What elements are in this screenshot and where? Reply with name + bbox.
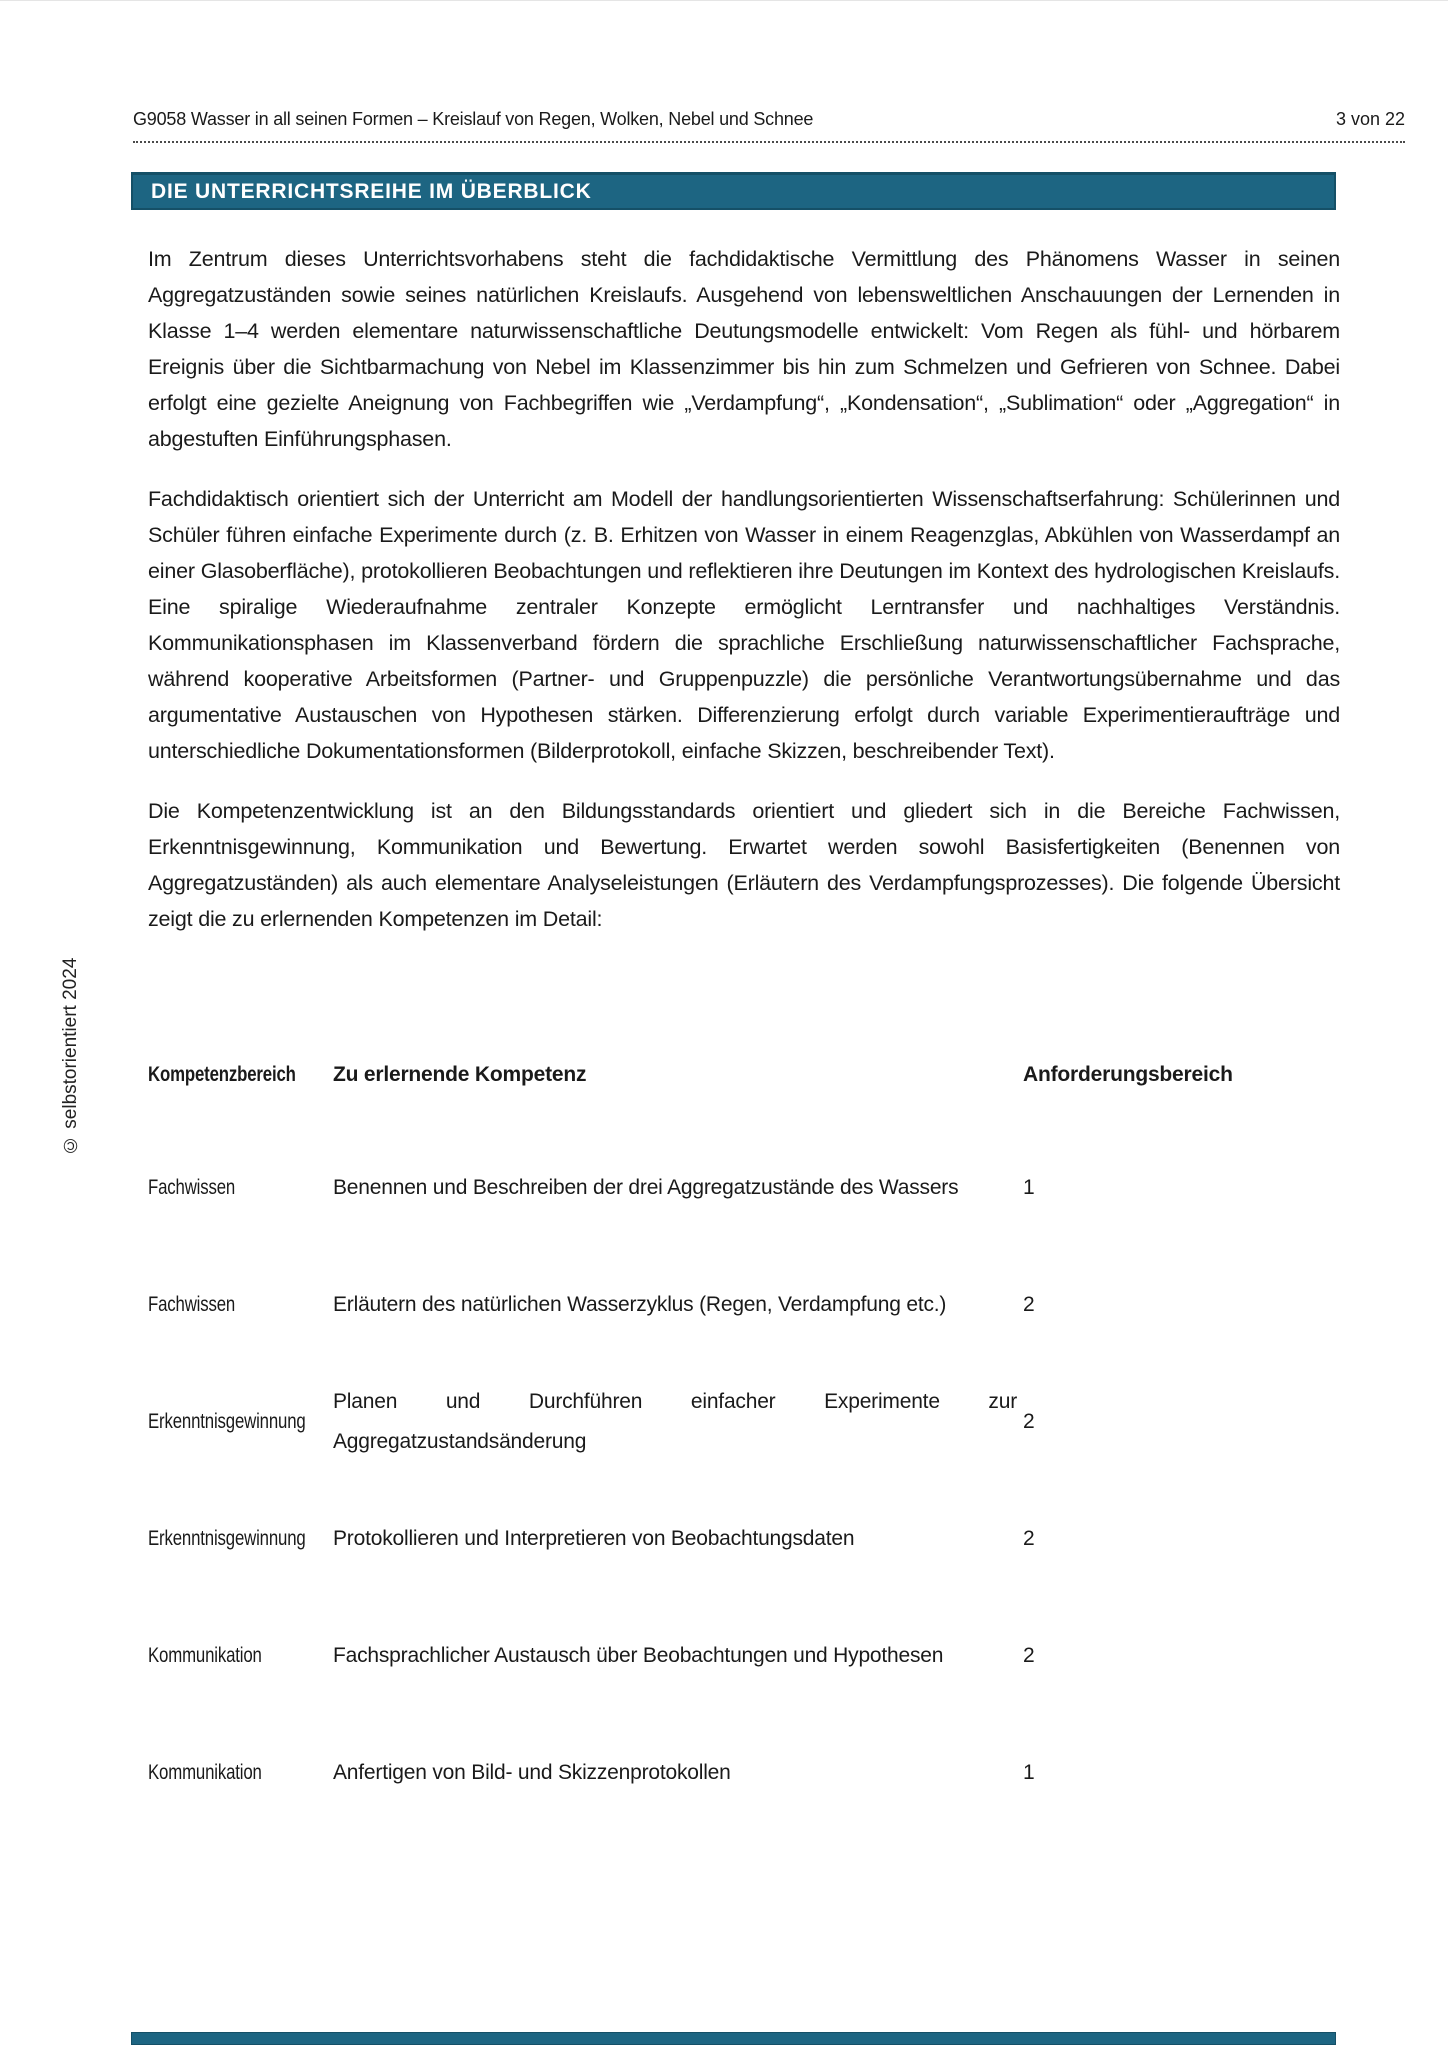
cell-anforderungsbereich: 2 bbox=[1023, 1409, 1035, 1433]
page-number: 3 von 22 bbox=[1335, 109, 1405, 129]
document-title: G9058 Wasser in all seinen Formen – Kreislauf von Regen, Wolken, Nebel und Schnee bbox=[133, 109, 814, 129]
cell-anforderungsbereich: 1 bbox=[1023, 1175, 1035, 1199]
body-text bbox=[148, 241, 1340, 961]
paragraph-intro: Im Zentrum dieses Unterrichtsvorhabens steht die fachdidaktische Vermittlung des Phänomens Wasser in seinen Aggregatzuständen sowie seines natürlichen Kreislaufs. Ausgehend von lebensweltlichen Anschauungen der Lernenden in Klasse 1–4 werden elementare naturwissenschaftliche Deutungsmodelle entwickelt: Vom Regen als fühl- und hörbarem Ereignis über die Sichtbarmachung von Nebel im Klassenzimmer bis hin zum Schmelzen und Gefrieren von Schnee. Dabei erfolgt eine gezielte Aneignung von Fachbegriffen wie „Verdampfung“, „Kondensation“, „Sublimation“ oder „Aggregation“ in abgestuften Einführungsphasen. bbox=[148, 247, 1340, 451]
cell-kompetenzbereich: Kommunikation bbox=[148, 1643, 262, 1667]
cell-anforderungsbereich: 2 bbox=[1023, 1526, 1035, 1550]
table-row bbox=[148, 1714, 1340, 1831]
table-row bbox=[148, 1129, 1340, 1246]
section-banner-title: DIE UNTERRICHTSREIHE IM ÜBERBLICK bbox=[151, 179, 592, 203]
cell-kompetenz: Erläutern des natürlichen Wasserzyklus (Regen, Verdampfung etc.) bbox=[333, 1292, 947, 1316]
section-banner bbox=[131, 172, 1336, 210]
table-header-anforderungsbereich: Anforderungsbereich bbox=[1023, 1063, 1233, 1086]
cell-kompetenz: Benennen und Beschreiben der drei Aggregatzustände des Wassers bbox=[333, 1175, 959, 1199]
paragraph-didactics: Fachdidaktisch orientiert sich der Unterricht am Modell der handlungsorientierten Wissenschaftserfahrung: Schülerinnen und Schüler führen einfache Experimente durch (z. B. Erhitzen von Wasser in einem Reagenzglas, Abkühlen von Wasserdampf an einer Glasoberfläche), protokollieren Beobachtungen und reflektieren ihre Deutungen im Kontext des hydrologischen Kreislaufs. Eine spiralige Wiederaufnahme zentraler Konzepte ermöglicht Lerntransfer und nachhaltiges Verständnis. Kommunikationsphasen im Klassenverband fördern die sprachliche Erschließung naturwissenschaftlicher Fachsprache, während kooperative Arbeitsformen (Partner- und Gruppenpuzzle) die persönliche Verantwortungsübernahme und das argumentative Austauschen von Hypothesen stärken. Differenzierung erfolgt durch variable Experimentieraufträge und unterschiedliche Dokumentationsformen (Bilderprotokoll, einfache Skizzen, beschreibender Text). bbox=[148, 487, 1340, 763]
footer-bar bbox=[131, 2032, 1336, 2045]
cell-kompetenzbereich: Kommunikation bbox=[148, 1760, 262, 1784]
cell-kompetenzbereich: Erkenntnisgewinnung bbox=[148, 1409, 306, 1433]
table-header-kompetenz: Zu erlernende Kompetenz bbox=[333, 1063, 587, 1086]
copyright-vertical-label: © selbstorientiert 2024 bbox=[60, 957, 81, 1155]
table-row bbox=[148, 1246, 1340, 1363]
cell-anforderungsbereich: 2 bbox=[1023, 1292, 1035, 1316]
table-row bbox=[148, 1480, 1340, 1597]
cell-anforderungsbereich: 1 bbox=[1023, 1760, 1035, 1784]
competence-table bbox=[148, 1063, 1340, 1831]
cell-kompetenz: Protokollieren und Interpretieren von Beobachtungsdaten bbox=[333, 1526, 855, 1550]
cell-kompetenzbereich: Erkenntnisgewinnung bbox=[148, 1526, 306, 1550]
table-header-kompetenzbereich: Kompetenzbereich bbox=[148, 1063, 296, 1086]
cell-kompetenzbereich: Fachwissen bbox=[148, 1175, 236, 1199]
table-header-row bbox=[148, 1063, 1340, 1129]
paragraph-competences: Die Kompetenzentwicklung ist an den Bildungsstandards orientiert und gliedert sich in die Bereiche Fachwissen, Erkenntnisgewinnung, Kommunikation und Bewertung. Erwartet werden sowohl Basisfertigkeiten (Benennen von Aggregatzuständen) als auch elementare Analyseleistungen (Erläutern des Verdampfungsprozesses). Die folgende Übersicht zeigt die zu erlernenden Kompetenzen im Detail: bbox=[148, 799, 1340, 931]
cell-anforderungsbereich: 2 bbox=[1023, 1643, 1035, 1667]
table-row bbox=[148, 1363, 1340, 1480]
cell-kompetenz: Fachsprachlicher Austausch über Beobachtungen und Hypothesen bbox=[333, 1643, 944, 1667]
cell-kompetenz: Planen und Durchführen einfacher Experimente zur Aggregatzustandsänderung bbox=[333, 1389, 1017, 1453]
cell-kompetenzbereich: Fachwissen bbox=[148, 1292, 236, 1316]
cell-kompetenz: Anfertigen von Bild- und Skizzenprotokollen bbox=[333, 1760, 731, 1784]
running-header bbox=[133, 107, 1405, 143]
table-row bbox=[148, 1597, 1340, 1714]
